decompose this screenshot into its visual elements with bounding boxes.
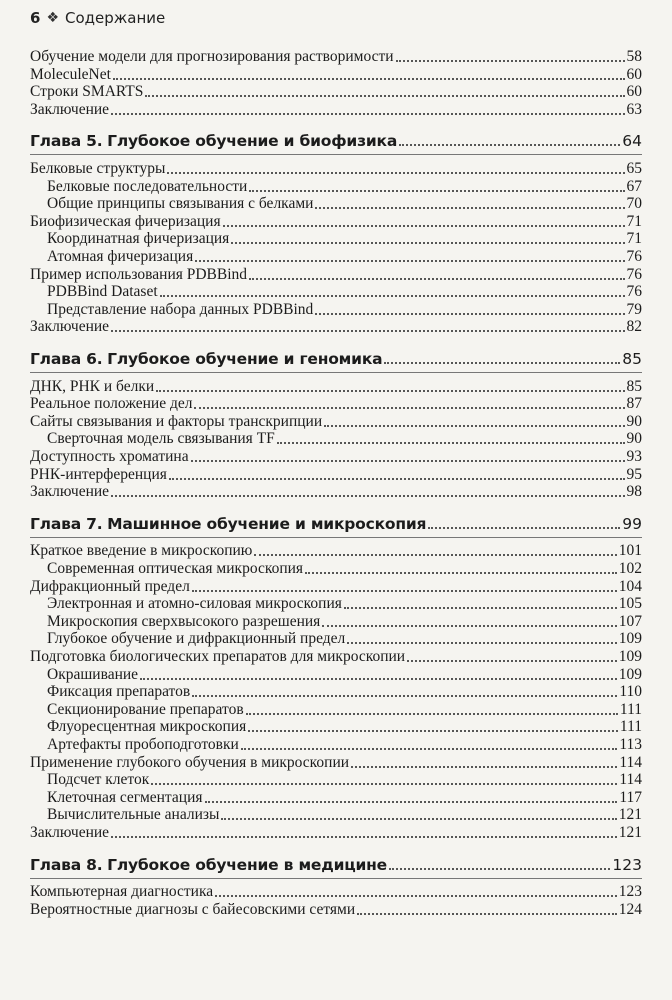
- dot-leader: [195, 259, 624, 262]
- toc-page-number: 109: [618, 648, 642, 665]
- toc-page-number: 104: [618, 577, 642, 595]
- toc-page-number: 109: [618, 665, 642, 683]
- toc-page-number: 114: [619, 753, 642, 771]
- toc-page-number: 93: [626, 448, 642, 465]
- toc-entry-title: РНК-интерференция: [30, 465, 167, 483]
- toc-entry[interactable]: [30, 683, 642, 701]
- toc-entry[interactable]: [30, 771, 642, 789]
- toc-page-number: 60: [626, 83, 642, 101]
- toc-entry[interactable]: [30, 613, 642, 631]
- toc-entry-title: Доступность хроматина: [30, 448, 189, 465]
- running-header: [30, 9, 165, 27]
- toc-page-number: 64: [622, 132, 642, 151]
- dot-leader: [113, 77, 625, 80]
- dot-leader: [156, 389, 624, 392]
- toc-page-number: 71: [626, 230, 642, 248]
- toc-page-number: 71: [626, 212, 642, 230]
- toc-page-number: 82: [626, 318, 642, 336]
- toc-page-number: 58: [626, 48, 642, 65]
- dot-leader: [428, 526, 620, 529]
- toc-entry[interactable]: [30, 901, 642, 919]
- toc-page-number: 99: [622, 514, 642, 533]
- toc-entry[interactable]: [30, 754, 642, 772]
- toc-page-number: 113: [619, 736, 642, 753]
- toc-entry-title: MoleculeNet: [30, 65, 111, 83]
- toc-entry-title: Обучение модели для прогнозирования растворимости: [30, 48, 394, 65]
- dot-leader: [223, 224, 625, 227]
- toc-entry-title: Подготовка биологических препаратов для микроскопии: [30, 648, 406, 665]
- toc-entry[interactable]: [30, 542, 642, 560]
- toc-page-number: 76: [626, 265, 642, 283]
- dot-leader: [315, 206, 624, 209]
- toc-entry[interactable]: [30, 160, 642, 178]
- toc-entry[interactable]: [30, 736, 642, 754]
- toc-entry[interactable]: [30, 448, 642, 466]
- dot-leader: [111, 494, 624, 497]
- dot-leader: [315, 312, 624, 315]
- toc-page-number: 67: [626, 177, 642, 195]
- toc-entry-title: Краткое введение в микроскопию: [30, 542, 253, 560]
- chapter-title: Глубокое обучение в медицине: [107, 855, 387, 874]
- toc-entry[interactable]: [30, 666, 642, 684]
- dot-leader: [396, 59, 625, 62]
- toc-entry[interactable]: [30, 430, 642, 448]
- toc-entry-title: Заключение: [30, 824, 110, 841]
- dot-leader: [407, 659, 617, 662]
- toc-entry-title: Вычислительные анализы: [47, 806, 220, 824]
- toc-entry[interactable]: [30, 466, 642, 484]
- toc-entry[interactable]: [30, 630, 642, 648]
- dot-leader: [169, 477, 625, 480]
- toc-entry[interactable]: [30, 483, 642, 501]
- toc-entry[interactable]: [30, 378, 642, 396]
- dot-leader: [254, 553, 616, 556]
- dot-leader: [167, 171, 624, 174]
- toc-page-number: 117: [619, 788, 642, 806]
- toc-entry-title: Применение глубокого обучения в микроскопии: [30, 753, 350, 771]
- dot-leader: [160, 294, 625, 297]
- toc-chapter[interactable]: [30, 350, 642, 368]
- toc-entry-title: Клеточная сегментация: [47, 788, 203, 806]
- toc-entry-title: ДНК, РНК и белки: [30, 377, 155, 395]
- toc-entry-title: Заключение: [30, 318, 110, 336]
- toc-entry[interactable]: [30, 248, 642, 266]
- toc-entry-title: Артефакты пробоподготовки: [47, 736, 239, 753]
- toc-page-number: 105: [618, 595, 642, 613]
- toc-entry[interactable]: [30, 230, 642, 248]
- toc-entry-title: Пример использования PDBBind: [30, 265, 248, 283]
- toc-page-number: 63: [626, 100, 642, 118]
- toc-entry-title: Биофизическая фичеризация: [30, 212, 221, 230]
- dot-leader: [399, 143, 620, 146]
- toc-entry-title: [30, 350, 382, 368]
- toc-entry-title: [30, 856, 387, 874]
- toc-entry-title: Компьютерная диагностика: [30, 883, 214, 901]
- toc-chapter[interactable]: [30, 515, 642, 533]
- toc-entry[interactable]: [30, 213, 642, 231]
- dot-leader: [249, 277, 624, 280]
- toc-page-number: 109: [618, 630, 642, 648]
- chapter-rule: [30, 154, 642, 155]
- toc-entry[interactable]: [30, 101, 642, 119]
- toc-entry[interactable]: [30, 178, 642, 196]
- chapter-label: Глава 8.: [30, 855, 103, 874]
- toc-entry[interactable]: [30, 648, 642, 666]
- dot-leader: [357, 912, 617, 915]
- dot-leader: [231, 241, 624, 244]
- toc-entry[interactable]: [30, 560, 642, 578]
- toc-page-number: 90: [626, 430, 642, 448]
- dot-leader: [241, 747, 618, 750]
- toc-entry[interactable]: [30, 195, 642, 213]
- chapter-label: Глава 7.: [30, 514, 103, 533]
- dot-leader: [246, 712, 618, 715]
- dot-leader: [215, 894, 617, 897]
- dot-leader: [389, 867, 610, 870]
- chapter-rule: [30, 537, 642, 538]
- toc-page-number: 111: [619, 700, 642, 718]
- toc-page-number: 79: [626, 300, 642, 318]
- toc-entry-title: Атомная фичеризация: [47, 248, 194, 265]
- toc-page-number: 70: [626, 195, 642, 213]
- toc-entry[interactable]: [30, 318, 642, 336]
- toc-entry-title: Окрашивание: [47, 665, 139, 683]
- toc-entry[interactable]: [30, 718, 642, 736]
- toc-page-number: 123: [618, 883, 642, 901]
- toc-entry-title: Фиксация препаратов: [47, 683, 191, 701]
- toc-entry-title: Глубокое обучение и дифракционный предел: [47, 630, 346, 648]
- toc-entry[interactable]: [30, 824, 642, 842]
- toc-entry[interactable]: [30, 266, 642, 284]
- toc-entry-title: Заключение: [30, 483, 110, 501]
- toc-page-number: 114: [619, 771, 642, 789]
- dot-leader: [384, 361, 620, 364]
- toc-entry[interactable]: [30, 789, 642, 807]
- toc-entry-title: Современная оптическая микроскопия: [47, 560, 304, 577]
- dot-leader: [305, 571, 617, 574]
- toc-entry[interactable]: [30, 66, 642, 84]
- chapter-rule: [30, 372, 642, 373]
- fleuron-icon: ❖: [46, 10, 59, 26]
- dot-leader: [192, 694, 617, 697]
- toc-entry-title: Дифракционный предел: [30, 577, 190, 595]
- toc-page-number: 98: [626, 483, 642, 501]
- toc-page-number: 123: [612, 855, 642, 874]
- toc-page-number: 76: [626, 248, 642, 265]
- toc-entry-title: Заключение: [30, 100, 110, 118]
- toc-entry-title: Строки SMARTS: [30, 83, 144, 101]
- toc-entry-title: Секционирование препаратов: [47, 700, 244, 718]
- dot-leader: [322, 624, 616, 627]
- toc-entry[interactable]: [30, 48, 642, 66]
- toc-chapter[interactable]: [30, 132, 642, 150]
- toc-entry-title: Общие принципы связывания с белками: [47, 195, 314, 213]
- dot-leader: [194, 406, 624, 409]
- dot-leader: [191, 459, 625, 462]
- dot-leader: [192, 589, 617, 592]
- chapter-label: Глава 6.: [30, 350, 103, 368]
- dot-leader: [248, 729, 618, 732]
- chapter-title: Машинное обучение и микроскопия: [107, 514, 427, 533]
- dot-leader: [140, 677, 617, 680]
- toc-entry-title: Координатная фичеризация: [47, 230, 230, 248]
- toc-entry-title: PDBBind Dataset: [47, 283, 158, 301]
- dot-leader: [111, 835, 617, 838]
- toc-page-number: 101: [618, 542, 642, 560]
- chapter-label: Глава 5.: [30, 132, 103, 151]
- dot-leader: [145, 94, 624, 97]
- toc-page-number: 87: [626, 395, 642, 413]
- toc-entry-title: Реальное положение дел: [30, 395, 193, 413]
- dot-leader: [277, 441, 625, 444]
- toc-chapter[interactable]: [30, 856, 642, 874]
- toc-entry[interactable]: [30, 578, 642, 596]
- dot-leader: [205, 800, 618, 803]
- toc-page-number: 110: [619, 683, 642, 701]
- toc-entry[interactable]: [30, 301, 642, 319]
- toc-page-number: 76: [626, 283, 642, 301]
- dot-leader: [111, 329, 624, 332]
- dot-leader: [351, 765, 617, 768]
- toc-entry-title: Подсчет клеток: [47, 771, 150, 789]
- toc-entry-title: Сайты связывания и факторы транскрипции: [30, 412, 323, 430]
- dot-leader: [151, 782, 617, 785]
- toc-entry-title: Микроскопия сверхвысокого разрешения: [47, 612, 321, 630]
- toc-page-number: 85: [626, 377, 642, 395]
- toc-page-number: 65: [626, 160, 642, 177]
- dot-leader: [111, 112, 624, 115]
- toc-entry[interactable]: [30, 806, 642, 824]
- page-number: 6: [30, 9, 41, 27]
- toc-entry-title: [30, 132, 397, 150]
- toc-entry-title: Белковые структуры: [30, 160, 166, 177]
- toc-entry[interactable]: [30, 701, 642, 719]
- toc-page-number: 111: [619, 718, 642, 736]
- toc-page-number: 102: [618, 560, 642, 577]
- toc-entry-title: Представление набора данных PDBBind: [47, 300, 314, 318]
- chapter-title: Глубокое обучение и биофизика: [107, 132, 398, 151]
- toc-entry[interactable]: [30, 83, 642, 101]
- toc-page-number: 124: [618, 900, 642, 918]
- toc-entry-title: [30, 515, 426, 533]
- toc-page-number: 121: [618, 806, 642, 824]
- toc-entry-title: Флуоресцентная микроскопия: [47, 718, 247, 736]
- toc-entry-title: Вероятностные диагнозы с байесовскими сетями: [30, 900, 356, 918]
- dot-leader: [221, 817, 616, 820]
- dot-leader: [347, 641, 616, 644]
- toc-page-number: 90: [626, 412, 642, 430]
- toc-entry[interactable]: [30, 883, 642, 901]
- dot-leader: [324, 424, 624, 427]
- toc-page-number: 95: [626, 465, 642, 483]
- toc-entry[interactable]: [30, 283, 642, 301]
- toc-entry[interactable]: [30, 595, 642, 613]
- running-title: Содержание: [65, 9, 166, 27]
- chapter-title: Глубокое обучение и геномика: [107, 350, 383, 368]
- toc-entry-title: Сверточная модель связывания TF: [47, 430, 275, 448]
- toc-page-number: 107: [618, 612, 642, 630]
- toc-page-number: 60: [626, 65, 642, 83]
- toc-entry[interactable]: [30, 413, 642, 431]
- chapter-rule: [30, 878, 642, 879]
- toc-entry-title: Белковые последовательности: [47, 177, 248, 195]
- dot-leader: [249, 189, 624, 192]
- toc-page-number: 85: [622, 350, 642, 368]
- toc-page-number: 121: [618, 824, 642, 841]
- toc-entry[interactable]: [30, 395, 642, 413]
- dot-leader: [344, 606, 617, 609]
- toc-entry-title: Электронная и атомно-силовая микроскопия: [47, 595, 342, 613]
